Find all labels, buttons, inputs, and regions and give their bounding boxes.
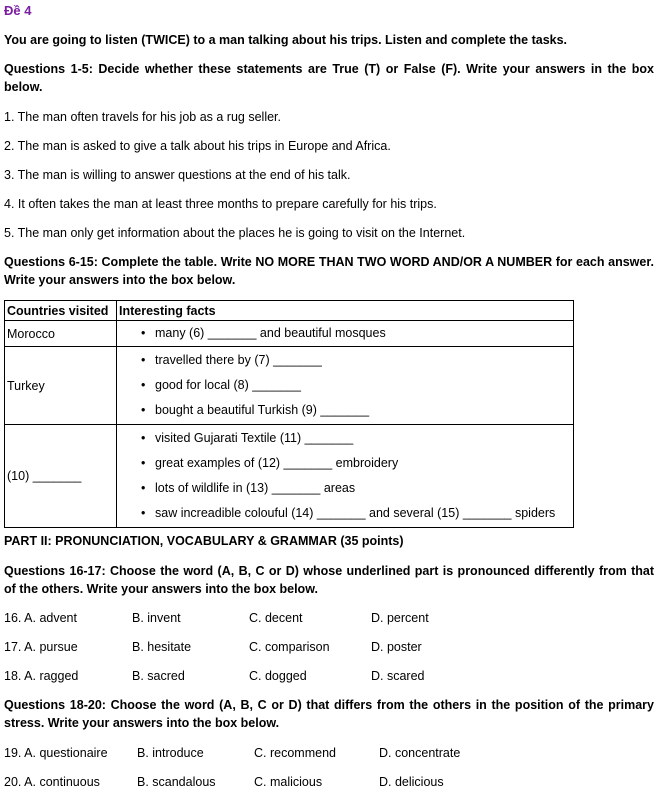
statement-1: 1. The man often travels for his job as a rug seller. — [4, 110, 281, 124]
part2-heading: PART II: PRONUNCIATION, VOCABULARY & GRAMMAR (35 points) — [4, 534, 404, 548]
option-a: 19. A. questionaire — [4, 746, 108, 760]
fact-item: • lots of wildlife in (13) _______ areas — [155, 476, 571, 501]
country-cell: Morocco — [5, 321, 117, 347]
option-c: C. decent — [249, 611, 303, 625]
option-b: B. scandalous — [137, 775, 216, 789]
table-row — [5, 321, 574, 347]
page-title: Đề 4 — [4, 3, 32, 18]
option-d: D. scared — [371, 669, 425, 683]
option-c: C. dogged — [249, 669, 307, 683]
facts-cell — [117, 347, 574, 425]
statement-5: 5. The man only get information about the places he is going to visit on the Internet. — [4, 226, 466, 240]
country-cell: Turkey — [5, 347, 117, 425]
statement-4: 4. It often takes the man at least three months to prepare carefully for his trips. — [4, 197, 437, 211]
intro-text: You are going to listen (TWICE) to a man talking about his trips. Listen and complete the tasks. — [4, 33, 568, 47]
option-b: B. hesitate — [132, 640, 192, 654]
header-countries: Countries visited — [5, 301, 117, 321]
table-header-row — [5, 301, 574, 321]
table-row — [5, 425, 574, 528]
question-row — [4, 773, 654, 791]
option-a: 16. A. advent — [4, 611, 77, 625]
option-d: D. delicious — [379, 775, 444, 789]
fact-item: • many (6) _______ and beautiful mosques — [155, 321, 571, 346]
option-b: B. sacred — [132, 669, 185, 683]
question-row — [4, 609, 654, 627]
table-row — [5, 347, 574, 425]
fact-item: • travelled there by (7) _______ — [155, 348, 571, 373]
option-c: C. malicious — [254, 775, 323, 789]
facts-table — [4, 300, 574, 528]
fact-item: • visited Gujarati Textile (11) _______ — [155, 426, 571, 451]
q16-17-instruction: Questions 16-17: Choose the word (A, B, C or D) whose underlined part is pronounced differently from that of the others. Write your answers into the box below. — [4, 564, 654, 596]
country-cell: (10) _______ — [5, 425, 117, 528]
q6-15-instruction: Questions 6-15: Complete the table. Write NO MORE THAN TWO WORD AND/OR A NUMBER for each answer. Write your answers into the box below. — [4, 255, 654, 287]
option-a: 18. A. ragged — [4, 669, 79, 683]
fact-item: • bought a beautiful Turkish (9) _______ — [155, 398, 571, 423]
fact-item: • saw increadible colouful (14) _______ and several (15) _______ spiders — [155, 501, 571, 526]
option-b: B. invent — [132, 611, 181, 625]
option-c: C. recommend — [254, 746, 336, 760]
option-a: 17. A. pursue — [4, 640, 78, 654]
question-row — [4, 667, 654, 685]
option-d: D. poster — [371, 640, 422, 654]
option-d: D. concentrate — [379, 746, 461, 760]
option-d: D. percent — [371, 611, 429, 625]
statement-3: 3. The man is willing to answer questions at the end of his talk. — [4, 168, 351, 182]
option-b: B. introduce — [137, 746, 204, 760]
question-row — [4, 638, 654, 656]
option-a: 20. A. continuous — [4, 775, 100, 789]
header-facts: Interesting facts — [117, 301, 574, 321]
question-row — [4, 744, 654, 762]
option-c: C. comparison — [249, 640, 330, 654]
facts-cell — [117, 425, 574, 528]
fact-item: • good for local (8) _______ — [155, 373, 571, 398]
facts-cell — [117, 321, 574, 347]
fact-item: • great examples of (12) _______ embroidery — [155, 451, 571, 476]
statement-2: 2. The man is asked to give a talk about his trips in Europe and Africa. — [4, 139, 391, 153]
q1-5-instruction: Questions 1-5: Decide whether these statements are True (T) or False (F). Write your answers in the box below. — [4, 62, 654, 94]
q18-20-instruction: Questions 18-20: Choose the word (A, B, C or D) that differs from the others in the position of the primary stress. Write your answers into the box below. — [4, 698, 654, 730]
